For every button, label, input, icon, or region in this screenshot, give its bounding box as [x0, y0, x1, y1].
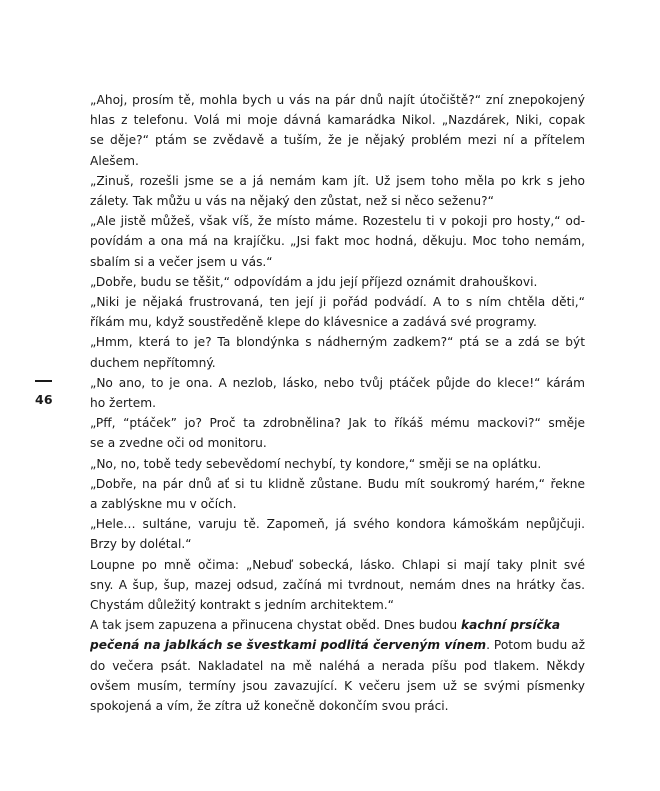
- text-run: „Hmm, která to je? Ta blondýnka s nádherným zadkem?“ ptá se a zdá se být: [90, 335, 585, 350]
- text-run: A tak jsem zapuzena a přinucena chystat oběd. Dnes budou: [90, 618, 458, 633]
- page-number-rule: [35, 380, 52, 382]
- text-line: [90, 252, 585, 272]
- text-line: [90, 191, 585, 211]
- text-line: [90, 656, 585, 676]
- text-run: „Pff, “ptáček” jo? Proč ta zdrobnělina? Jak to říkáš mému mackovi?“ směje: [90, 416, 585, 431]
- text-run: ho žertem.: [90, 396, 156, 411]
- text-line: [90, 595, 585, 615]
- text-line: [90, 534, 585, 554]
- text-line: [90, 353, 585, 373]
- text-line: [90, 292, 585, 312]
- text-line: [90, 676, 585, 696]
- text-line: [90, 151, 585, 171]
- text-line: [90, 312, 585, 332]
- text-run: „Dobře, na pár dnů ať si tu klidně zůstane. Budu mít soukromý harém,“ řekne: [90, 476, 585, 491]
- text-run: „No ano, to je ona. A nezlob, lásko, nebo tvůj ptáček půjde do klece!“ kárám: [90, 375, 585, 390]
- text-line: [90, 474, 585, 494]
- text-line: [90, 514, 585, 534]
- text-run: Brzy by dolétal.“: [90, 537, 192, 552]
- text-line: [90, 393, 585, 413]
- text-line: [90, 555, 585, 575]
- text-run: do večera psát. Nakladatel na mě naléhá a nerada píšu pod tlakem. Někdy: [90, 658, 585, 673]
- text-line: [90, 494, 585, 514]
- text-run: a zablýskne mu v očích.: [90, 497, 237, 512]
- text-run: sbalím si a večer jsem u vás.“: [90, 254, 273, 269]
- text-line: [90, 433, 585, 453]
- text-line: [90, 575, 585, 595]
- text-run: „Ale jistě můžeš, však víš, že místo máme. Rozestelu ti v pokoji pro hosty,“ od-: [90, 214, 585, 229]
- text-run: Loupne po mně očima: „Nebuď sobecká, lásko. Chlapi si mají taky plnit své: [90, 557, 585, 572]
- text-line: [90, 211, 585, 231]
- text-line: [90, 272, 585, 292]
- text-run: říkám mu, když soustředěně klepe do klávesnice a zadává své programy.: [90, 315, 537, 330]
- text-line: [90, 454, 585, 474]
- text-run: Alešem.: [90, 153, 139, 168]
- emphasis-text: pečená na jablkách se švestkami podlitá červeným vínem: [90, 638, 487, 653]
- text-run: sny. A šup, šup, mazej odsud, začíná mi tvrdnout, nemám dnes na hrátky čas.: [90, 577, 585, 592]
- text-run: spokojená a vím, že zítra už konečně dokončím svou práci.: [90, 699, 449, 714]
- text-run: . Potom budu až: [486, 638, 585, 653]
- text-run: se děje?“ ptám se zvědavě a tuším, že je nějaký problém mezi ní a přítelem: [90, 133, 585, 148]
- body-text: [90, 90, 585, 716]
- text-run: duchem nepřítomný.: [90, 355, 216, 370]
- text-run: povídám a ona má na krajíčku. „Jsi fakt moc hodná, děkuju. Moc toho nemám,: [90, 234, 585, 249]
- text-line: [90, 171, 585, 191]
- text-run: „Ahoj, prosím tě, mohla bych u vás na pár dnů najít útočiště?“ zní znepokojený: [90, 93, 585, 107]
- text-run: ovšem musím, termíny jsou zavazující. K večeru jsem už se svými písmenky: [90, 678, 585, 693]
- text-line: [90, 90, 585, 110]
- text-line: [90, 332, 585, 352]
- text-line: [90, 373, 585, 393]
- text-line: [90, 110, 585, 130]
- emphasis-text: kachní prsíčka: [461, 618, 561, 633]
- text-line: [90, 635, 585, 655]
- text-run: „Hele… sultáne, varuju tě. Zapomeň, já svého kondora kámoškám nepůjčuji.: [90, 517, 585, 532]
- text-line: [90, 231, 585, 251]
- page-number: 46: [35, 392, 53, 407]
- text-line: [90, 696, 585, 716]
- text-line: [90, 130, 585, 150]
- text-run: hlas z telefonu. Volá mi moje dávná kamarádka Nikol. „Nazdárek, Niki, copak: [90, 113, 585, 128]
- text-run: „Zinuš, rozešli jsme se a já nemám kam jít. Už jsem toho měla po krk s jeho: [90, 173, 585, 188]
- text-line: [90, 413, 585, 433]
- text-run: „No, no, tobě tedy sebevědomí nechybí, ty kondore,“ směji se na oplátku.: [90, 456, 542, 471]
- text-line: [90, 615, 585, 635]
- text-run: zálety. Tak můžu u vás na nějaký den zůstat, než si něco seženu?“: [90, 194, 494, 209]
- text-run: Chystám důležitý kontrakt s jedním architektem.“: [90, 598, 394, 613]
- text-run: se a zvedne oči od monitoru.: [90, 436, 267, 451]
- text-run: „Dobře, budu se těšit,“ odpovídám a jdu její příjezd oznámit drahouškovi.: [90, 274, 538, 289]
- text-run: „Niki je nějaká frustrovaná, ten její ji pořád podvádí. A to s ním chtěla děti,“: [90, 295, 585, 310]
